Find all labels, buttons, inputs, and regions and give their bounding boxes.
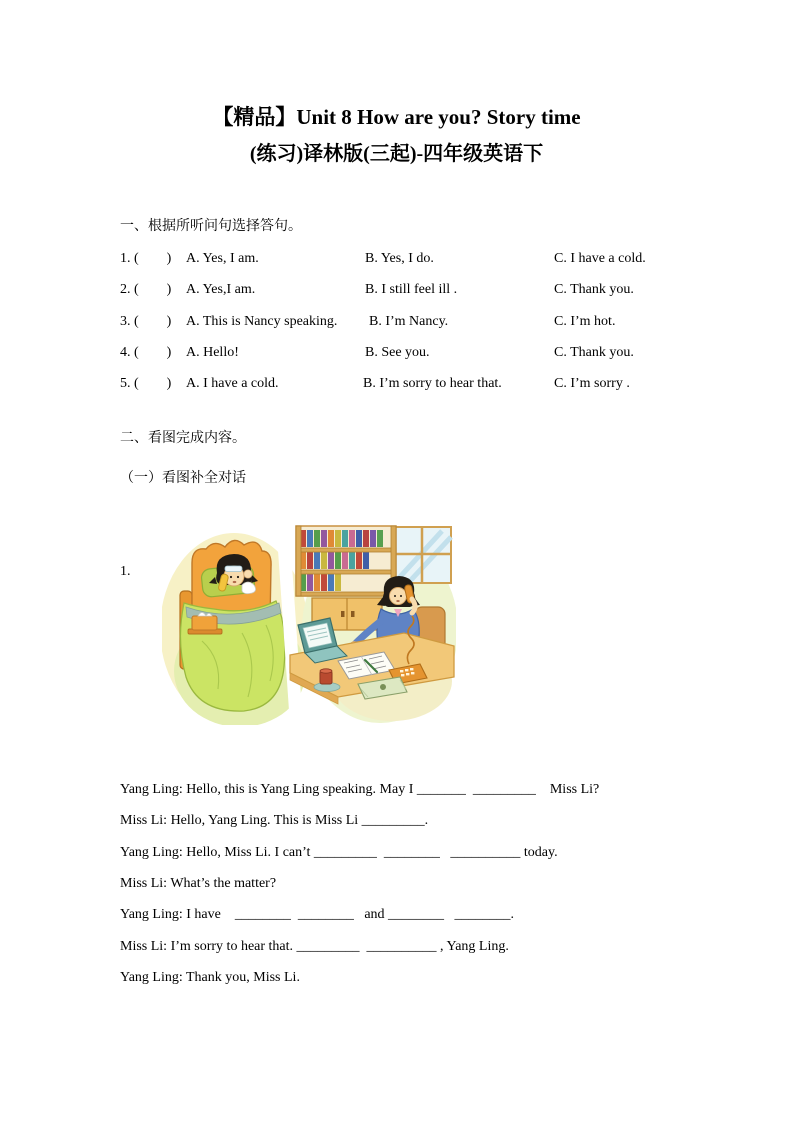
question-number: 4. ( ) [120, 345, 172, 360]
option-b: B. I’m Nancy. [369, 314, 449, 329]
option-a: A. Yes,I am. [186, 282, 256, 297]
bed-scene [180, 540, 285, 711]
question-number: 5. ( ) [120, 376, 172, 391]
question-number: 2. ( ) [120, 282, 172, 297]
page-subtitle: (练习)译林版(三起)-四年级英语下 [249, 143, 544, 165]
dialogue-line: Yang Ling: I have ________ ________ and ________ ________. [120, 907, 515, 922]
option-a: A. This is Nancy speaking. [186, 314, 338, 329]
dialogue-line: Yang Ling: Hello, Miss Li. I can’t _________ ________ __________ today. [120, 845, 558, 860]
page-title: 【精品】Unit 8 How are you? Story time [212, 105, 581, 129]
item-number: 1. [120, 564, 131, 579]
option-b: B. See you. [365, 345, 430, 360]
dialogue-scene-illustration [162, 521, 456, 725]
question-row-4 [0, 344, 793, 364]
question-number: 1. ( ) [120, 251, 172, 266]
illustration-svg [162, 521, 456, 725]
option-a: A. Hello! [186, 345, 239, 360]
option-b: B. Yes, I do. [365, 251, 434, 266]
question-row-3 [0, 313, 793, 333]
option-b: B. I still feel ill . [365, 282, 458, 297]
section2-heading: 二、看图完成内容。 [120, 431, 246, 446]
option-c: C. I’m hot. [554, 314, 616, 329]
dialogue-line: Miss Li: Hello, Yang Ling. This is Miss Li _________. [120, 813, 429, 828]
option-a: A. I have a cold. [186, 376, 279, 391]
desk-scene [290, 526, 454, 704]
dialogue-line: Yang Ling: Hello, this is Yang Ling speaking. May I _______ _________ Miss Li? [120, 782, 600, 797]
option-a: A. Yes, I am. [186, 251, 259, 266]
option-c: C. Thank you. [554, 282, 634, 297]
option-b: B. I’m sorry to hear that. [363, 376, 502, 391]
question-number: 3. ( ) [120, 314, 172, 329]
dialogue-line: Yang Ling: Thank you, Miss Li. [120, 970, 300, 985]
section2-subheading: （一）看图补全对话 [120, 471, 246, 486]
question-row-2 [0, 281, 793, 301]
question-row-5 [0, 375, 793, 395]
question-row-1 [0, 250, 793, 270]
option-c: C. Thank you. [554, 345, 634, 360]
dialogue-line: Miss Li: What’s the matter? [120, 876, 277, 891]
section1-heading: 一、根据所听问句选择答句。 [120, 219, 302, 234]
option-c: C. I’m sorry . [554, 376, 630, 391]
dialogue-line: Miss Li: I’m sorry to hear that. _________ __________ , Yang Ling. [120, 939, 509, 954]
option-c: C. I have a cold. [554, 251, 646, 266]
